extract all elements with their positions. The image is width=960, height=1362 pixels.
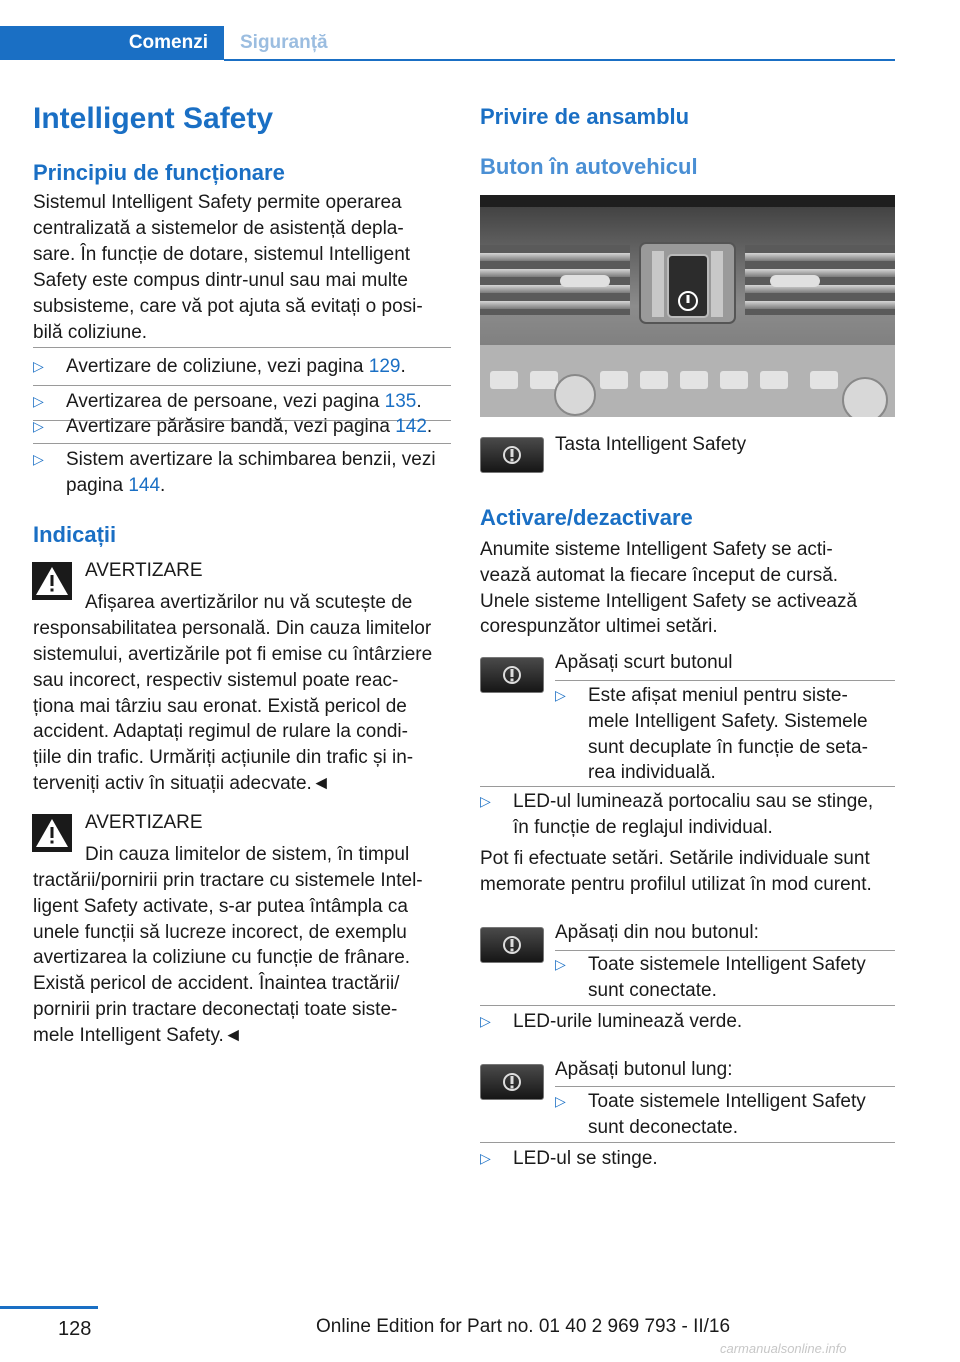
triangle-bullet-icon: ▷ [33, 418, 44, 434]
list-item [480, 1009, 895, 1035]
tab-comenzi[interactable]: Comenzi [0, 26, 224, 60]
list-item [555, 952, 895, 1004]
list-item-text: Avertizarea de persoane, vezi pagina [66, 391, 385, 412]
section-heading-overview: Privire de ansamblu [480, 104, 690, 129]
section-heading-activation: Activare/dezactivare [480, 505, 693, 530]
list-item-text: sunt decuplate în funcție de seta‐ [588, 736, 868, 758]
text-line: unele funcții să lucreze incorect, de exemplu [33, 922, 407, 943]
tab-underline [224, 59, 895, 61]
text-line: Din cauza limitelor de sistem, în timpul [85, 844, 410, 865]
divider [33, 385, 451, 386]
list-item [480, 1146, 895, 1172]
text-line: vează automat la fiecare început de cursă. [480, 565, 839, 586]
text-line: tractării/pornirii prin tractare cu sistemele Intel‐ [33, 870, 423, 891]
page-link[interactable]: 142 [395, 416, 427, 437]
list-item-text: în funcție de reglajul individual. [513, 816, 773, 838]
text-line: memorate pentru profilul utilizat în mod curent. [480, 874, 872, 895]
text-line: terveniți activ în situații adecvate.◄ [33, 773, 331, 794]
text-line: Safety este compus dintr-unul sau mai multe [33, 270, 408, 291]
button-caption: Tasta Intelligent Safety [555, 434, 747, 455]
section-heading-button: Buton în autovehicul [480, 154, 698, 179]
list-item-text: mele Intelligent Safety. Sistemele [588, 710, 868, 732]
page-title: Intelligent Safety [33, 102, 274, 135]
text-line: Unele sisteme Intelligent Safety se activează [480, 591, 858, 612]
step-text: Apăsați butonul lung: [555, 1059, 733, 1080]
list-item-text: LED-urile luminează verde. [513, 1011, 743, 1032]
divider [480, 1005, 895, 1006]
divider [33, 443, 451, 444]
divider [33, 347, 451, 348]
text-line: sistemului, avertizările pot fi emise cu întârziere [33, 644, 433, 665]
triangle-bullet-icon: ▷ [480, 793, 491, 809]
list-item [33, 354, 406, 380]
list-item [33, 414, 432, 440]
text-line: ligent Safety activate, s-ar putea întâmpla ca [33, 896, 408, 917]
dashboard-photo [480, 195, 895, 417]
list-item-text: rea individuală. [588, 762, 716, 784]
edition-footer: Online Edition for Part no. 01 40 2 969 793 - II/16 [316, 1316, 731, 1337]
list-item [555, 1089, 895, 1141]
divider [480, 1142, 895, 1143]
list-item [480, 789, 895, 841]
punctuation: . [416, 391, 422, 412]
text-line: țiile din trafic. Urmăriți acțiunile din trafic și in‐ [33, 747, 414, 768]
divider [555, 680, 895, 681]
warning-triangle-icon [32, 562, 72, 600]
text-line: Sistemul Intelligent Safety permite operarea [33, 192, 402, 213]
list-item [33, 447, 451, 499]
triangle-bullet-icon: ▷ [555, 1093, 566, 1109]
page-number: 128 [58, 1318, 92, 1340]
intelligent-safety-button-icon [480, 657, 544, 693]
triangle-bullet-icon: ▷ [33, 358, 44, 374]
text-line: sau incorect, respectiv sistemul poate reac‐ [33, 670, 399, 691]
watermark: carmanualsonline.info [720, 1341, 847, 1356]
triangle-bullet-icon: ▷ [480, 1013, 491, 1029]
intelligent-safety-button-icon [480, 437, 544, 473]
text-line: centralizată a sistemelor de asistență depla‐ [33, 218, 404, 239]
triangle-bullet-icon: ▷ [33, 451, 44, 467]
warning-triangle-icon [32, 814, 72, 852]
text-line: Există pericol de accident. Înaintea tractării/ [33, 973, 400, 994]
warning-label: AVERTIZARE [85, 560, 203, 581]
text-line: ționa mai târziu sau eronat. Există pericol de [33, 696, 407, 717]
header-tabs [0, 26, 895, 62]
page-link[interactable]: 144 [128, 474, 161, 496]
list-item-text: Este afișat meniul pentru siste‐ [588, 685, 848, 706]
punctuation: . [426, 416, 433, 437]
text-line: avertizarea la coliziune cu funcție de frânare. [33, 947, 411, 968]
step-text: Apăsați din nou butonul: [555, 922, 759, 943]
page-link[interactable]: 135 [384, 391, 417, 412]
text-line: Anumite sisteme Intelligent Safety se acti‐ [480, 539, 833, 560]
intelligent-safety-button-icon [480, 927, 544, 963]
list-item-text: sunt conectate. [588, 979, 717, 1001]
divider [555, 1086, 895, 1087]
text-line: sare. În funcție de dotare, sistemul Intelligent [33, 244, 411, 265]
warning-label: AVERTIZARE [85, 812, 203, 833]
punctuation: . [160, 474, 166, 496]
divider [555, 950, 895, 951]
text-line: responsabilitatea personală. Din cauza limitelor [33, 618, 432, 639]
divider [480, 786, 895, 787]
tab-siguranta[interactable]: Siguranță [240, 32, 328, 53]
list-item-text: LED-ul luminează portocaliu sau se stinge, [513, 791, 874, 812]
intelligent-safety-button-icon [480, 1064, 544, 1100]
section-heading-notes: Indicații [33, 522, 117, 547]
list-item-text: sunt deconectate. [588, 1116, 738, 1138]
text-line: Afișarea avertizărilor nu vă scutește de [85, 592, 413, 613]
triangle-bullet-icon: ▷ [33, 393, 44, 409]
step-text: Apăsați scurt butonul [555, 652, 733, 673]
text-line: bilă coliziune. [33, 322, 148, 343]
triangle-bullet-icon: ▷ [555, 956, 566, 972]
triangle-bullet-icon: ▷ [480, 1150, 491, 1166]
list-item-text: Toate sistemele Intelligent Safety [588, 1091, 866, 1112]
punctuation: . [400, 356, 406, 377]
triangle-bullet-icon: ▷ [555, 687, 566, 703]
text-line: pornirii prin tractare deconectați toate siste‐ [33, 999, 398, 1020]
section-heading-principle: Principiu de funcționare [33, 160, 285, 185]
text-line: subsisteme, care vă pot ajuta să evitați o posi‐ [33, 296, 423, 317]
page-number-rule [0, 1306, 98, 1309]
text-line: mele Intelligent Safety.◄ [33, 1025, 243, 1046]
list-item-text: LED-ul se stinge. [513, 1148, 658, 1169]
list-item-text: Sistem avertizare la schimbarea benzii, vezi [66, 449, 436, 470]
list-item-text: Avertizare părăsire bandă, vezi pagina [66, 416, 396, 437]
list-item-text: Toate sistemele Intelligent Safety [588, 954, 866, 975]
text-line: Pot fi efectuate setări. Setările individuale sunt [480, 848, 870, 869]
page-link[interactable]: 129 [368, 356, 401, 377]
text-line: accident. Adaptați regimul de rulare la condi‐ [33, 721, 408, 742]
list-item-text: pagina [66, 474, 129, 496]
list-item-text: Avertizare de coliziune, vezi pagina [66, 356, 369, 377]
list-item [33, 389, 422, 415]
list-item [555, 683, 895, 786]
text-line: corespunzător ultimei setări. [480, 616, 718, 637]
